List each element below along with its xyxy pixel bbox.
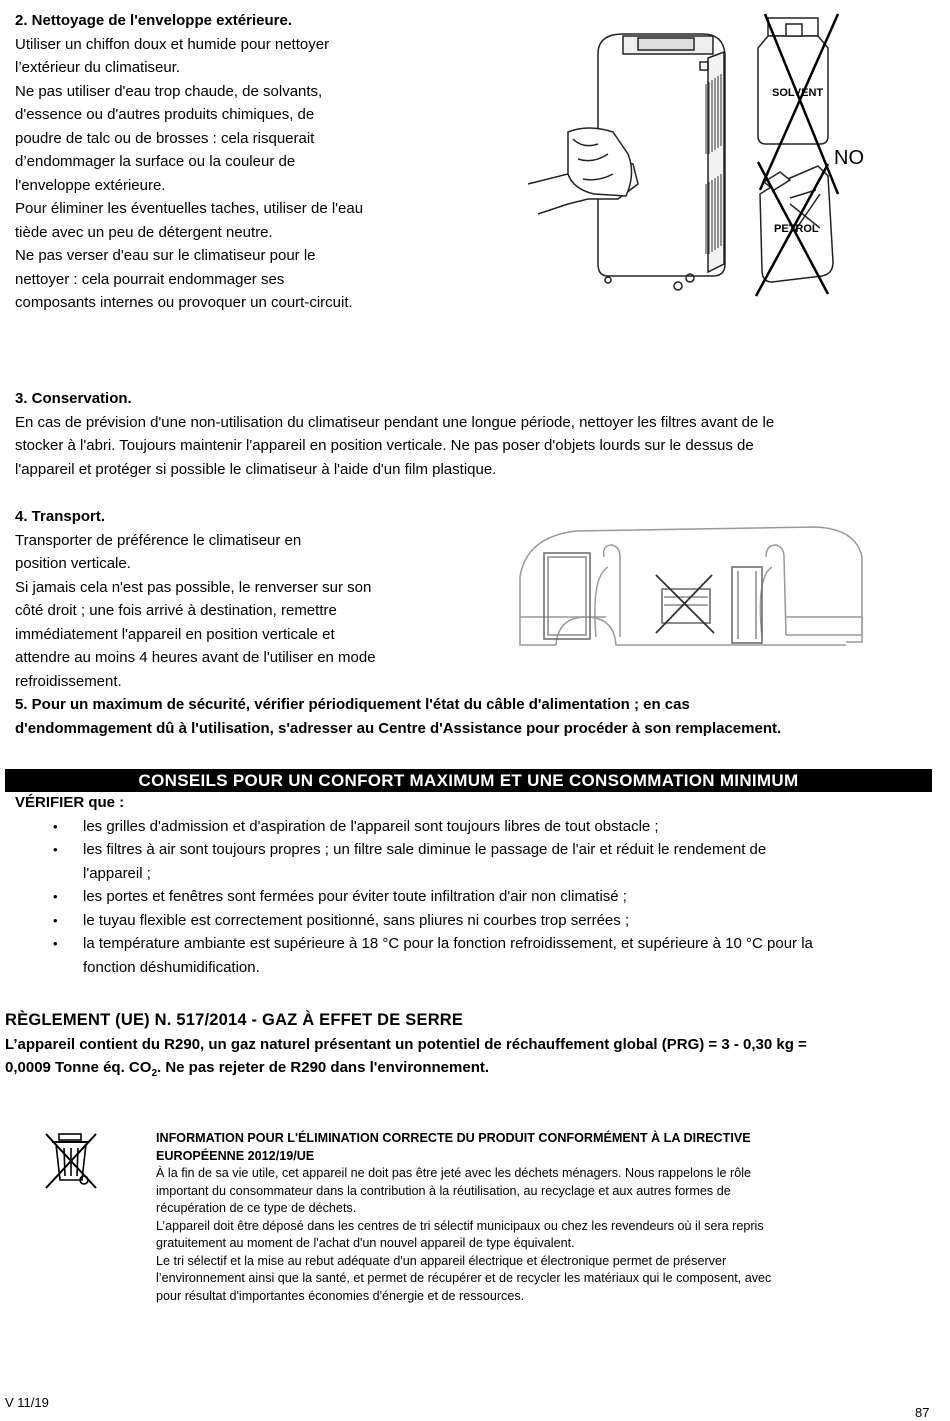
text-line: Si jamais cela n'est pas possible, le renverser sur son [15,578,372,596]
text-line: l’environnement ainsi que la santé, et permet de récupérer et de recycler les matériaux qui le composent, avec [156,1271,772,1285]
text-line: stocker à l'abri. Toujours maintenir l'appareil en position verticale. Ne pas poser d'objets lourds sur le dessus de [15,437,754,454]
section-transport [15,505,376,693]
no-label: NO [834,147,864,169]
transport-illustration [516,517,866,677]
cleaning-illustration-svg [528,14,864,296]
solvent-label: SOLVENT [772,87,824,99]
section-storage-body [15,411,774,482]
regulation-line-2: 0,0009 Tonne éq. $CO_2$. Ne pas rejeter de R290 dans l'environnement. [5,1059,490,1079]
crossed-bin-icon [42,1130,100,1192]
text-line: Ne pas utiliser d'eau trop chaude, de solvants, [15,82,323,100]
section-cleaning-title: 2. Nettoyage de l'enveloppe extérieure. [15,12,293,29]
section-transport-title: 4. Transport. [15,508,106,525]
section-cleaning [15,9,363,315]
text-line: pour résultat d'importantes économies d'énergie et de ressources. [156,1288,525,1303]
text-line: d'endommagement dû à l'utilisation, s'adresser au Centre d'Assistance pour procéder à son remplacement. [15,719,782,737]
text-line: poudre de talc ou de brosses : cela risquerait [15,129,315,147]
text-line: Utiliser un chiffon doux et humide pour nettoyer [15,35,330,53]
list-item: • la température ambiante est supérieure à 18 °C pour la fonction refroidissement, et supérieure à 10 °C pour la fonction déshumidification. [53,935,813,976]
text-line: L’appareil doit être déposé dans les centres de tri sélectif municipaux ou chez les revendeurs où il sera repris [156,1218,764,1233]
cleaning-illustration [528,14,864,296]
tips-banner: CONSEILS POUR UN CONFORT MAXIMUM ET UNE CONSOMMATION MINIMUM [5,769,932,792]
text-line: 5. Pour un maximum de sécurité, vérifier périodiquement l'état du câble d'alimentation ; en cas [15,696,690,713]
regulation-section [5,1009,940,1080]
text-line: EUROPÉENNE 2012/19/UE [156,1148,315,1163]
section-transport-body [15,529,376,694]
text-line: composants internes ou provoquer un court-circuit. [15,294,353,311]
text-line: immédiatement l'appareil en position verticale et [15,625,335,643]
text-line: côté droit ; une fois arrivé à destination, remettre [15,602,337,619]
section-cleaning-body [15,33,363,315]
disposal-body [156,1165,936,1305]
text-line: l'enveloppe extérieure. [15,176,166,194]
regulation-title: RÈGLEMENT (UE) N. 517/2014 - GAZ À EFFET DE SERRE [5,1011,464,1029]
transport-illustration-svg [516,517,866,677]
page-number: 87 [915,1405,930,1420]
text-line: l’extérieur du climatiseur. [15,59,181,76]
list-item: • les grilles d'admission et d'aspiration de l'appareil sont toujours libres de tout obstacle ; [53,817,659,835]
text-line: Transporter de préférence le climatiseur en [15,531,302,549]
text-line: important du consommateur dans la contribution à la réutilisation, au recyclage et aux autres formes de [156,1183,731,1198]
text-line: En cas de prévision d'une non-utilisation du climatiseur pendant une longue période, nettoyer les filtres avant de le [15,413,775,431]
text-line: attendre au moins 4 heures avant de l'utiliser en mode [15,649,376,666]
text-line: À la fin de sa vie utile, cet appareil ne doit pas être jeté avec les déchets ménagers. Nous rappelons le rôle [156,1166,752,1180]
disposal-title [156,1130,936,1165]
text-line: Ne pas verser d'eau sur le climatiseur pour le [15,247,316,264]
regulation-line-1: L’appareil contient du R290, un gaz naturel présentant un potentiel de réchauffement global (PRG) = 3 - 0,30 kg = [5,1035,807,1053]
section-storage-title: 3. Conservation. [15,390,132,407]
verify-section [15,791,935,979]
text-line: refroidissement. [15,672,122,690]
list-item: • le tuyau flexible est correctement positionné, sans pliures ni courbes trop serrées ; [53,911,630,929]
text-line: récupération de ce type de déchets. [156,1201,357,1215]
text-line: Pour éliminer les éventuelles taches, utiliser de l'eau [15,200,364,217]
section-storage [15,387,774,481]
text-line: l'appareil et protéger si possible le climatiseur à l'aide d'un film plastique. [15,460,497,478]
section-power-cable-body [15,693,781,740]
text-line: Le tri sélectif et la mise au rebut adéquate d'un appareil électrique et électronique permet de préserver [156,1253,727,1268]
text-line: INFORMATION POUR L'ÉLIMINATION CORRECTE DU PRODUIT CONFORMÉMENT À LA DIRECTIVE [156,1131,751,1145]
disposal-section [156,1130,936,1305]
text-line: position verticale. [15,555,131,572]
petrol-label: PETROL [774,223,819,235]
verify-list [53,815,935,980]
verify-title: VÉRIFIER que : [15,794,125,811]
list-item: • les portes et fenêtres sont fermées pour éviter toute infiltration d'air non climatisé ; [53,888,627,905]
text-line: d’endommager la surface ou la couleur de [15,153,296,170]
list-item: • les filtres à air sont toujours propres ; un filtre sale diminue le passage de l'air et réduit le rendement de l'appareil ; [53,841,767,882]
section-power-cable [15,693,781,740]
version-label: V 11/19 [5,1395,49,1410]
text-line: nettoyer : cela pourrait endommager ses [15,270,285,288]
text-line: gratuitement au moment de l'achat d'un nouvel appareil de type équivalent. [156,1236,575,1250]
text-line: tiède avec un peu de détergent neutre. [15,223,273,241]
text-line: d'essence ou d'autres produits chimiques, de [15,106,315,123]
